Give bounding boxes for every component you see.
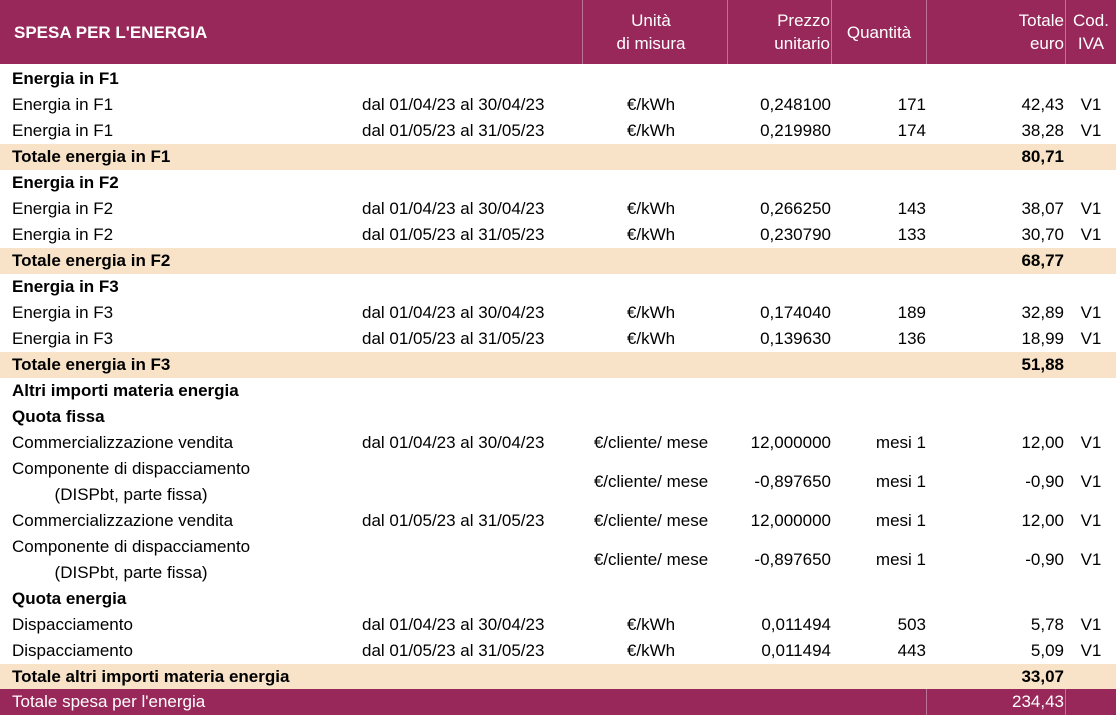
row-description: Energia in F1 xyxy=(12,95,114,114)
table-row xyxy=(0,508,1116,534)
subsection-label: Quota fissa xyxy=(12,407,105,426)
row-unit: €/cliente/ mese xyxy=(593,511,709,530)
total-header-line1: Totale xyxy=(1018,11,1064,30)
subtotal-value: 68,77 xyxy=(1021,251,1064,270)
row-total: 5,78 xyxy=(1030,615,1064,634)
row-unit: €/kWh xyxy=(626,615,676,634)
table-row xyxy=(0,638,1116,664)
row-quantity: 136 xyxy=(897,329,926,348)
row-unit-price: -0,897650 xyxy=(754,472,831,491)
row-unit: €/kWh xyxy=(626,225,676,244)
table-row xyxy=(0,300,1116,326)
section-heading-f1 xyxy=(0,66,1116,92)
row-period: dal 01/04/23 al 30/04/23 xyxy=(362,303,545,322)
row-description xyxy=(12,534,250,586)
section-heading-f2 xyxy=(0,170,1116,196)
row-quantity: mesi 1 xyxy=(875,550,926,569)
row-iva-code: V1 xyxy=(1080,511,1102,530)
row-description-line2: (DISPbt, parte fissa) xyxy=(54,563,208,582)
subsection-quota-energia xyxy=(0,586,1116,612)
row-unit: €/cliente/ mese xyxy=(593,433,709,452)
row-description-line2: (DISPbt, parte fissa) xyxy=(54,485,208,504)
row-period: dal 01/05/23 al 31/05/23 xyxy=(362,225,545,244)
row-unit-price: 0,139630 xyxy=(760,329,831,348)
row-unit: €/cliente/ mese xyxy=(593,550,709,569)
unit-header-line1: Unità xyxy=(631,11,671,30)
row-unit: €/kWh xyxy=(626,641,676,660)
row-period: dal 01/04/23 al 30/04/23 xyxy=(362,95,545,114)
table-title: SPESA PER L'ENERGIA xyxy=(14,22,208,42)
row-total: 12,00 xyxy=(1021,433,1064,452)
row-total: 38,28 xyxy=(1021,121,1064,140)
row-description: Energia in F1 xyxy=(12,121,114,140)
row-period: dal 01/05/23 al 31/05/23 xyxy=(362,329,545,348)
row-quantity: 189 xyxy=(897,303,926,322)
row-quantity: 503 xyxy=(897,615,926,634)
row-unit-price: 0,248100 xyxy=(760,95,831,114)
row-unit-price: 12,000000 xyxy=(750,511,831,530)
row-unit-price: -0,897650 xyxy=(754,550,831,569)
total-header-line2: euro xyxy=(1029,34,1064,53)
row-iva-code: V1 xyxy=(1080,641,1102,660)
row-iva-code: V1 xyxy=(1080,550,1102,569)
row-iva-code: V1 xyxy=(1080,121,1102,140)
row-unit-price: 0,266250 xyxy=(760,199,831,218)
qty-column-header: Quantità xyxy=(846,22,912,42)
row-quantity: 443 xyxy=(897,641,926,660)
row-iva-code: V1 xyxy=(1080,472,1102,491)
table-row xyxy=(0,456,1116,508)
price-column-header xyxy=(729,0,830,64)
section-label: Energia in F3 xyxy=(12,277,119,296)
row-description: Energia in F3 xyxy=(12,329,114,348)
row-period: dal 01/04/23 al 30/04/23 xyxy=(362,199,545,218)
table-row xyxy=(0,326,1116,352)
row-unit: €/kWh xyxy=(626,121,676,140)
section-label: Altri importi materia energia xyxy=(12,381,239,400)
table-row xyxy=(0,222,1116,248)
row-unit-price: 0,011494 xyxy=(761,615,831,634)
subtotal-value: 33,07 xyxy=(1021,667,1064,686)
row-iva-code: V1 xyxy=(1080,95,1102,114)
row-iva-code: V1 xyxy=(1080,225,1102,244)
row-description: Energia in F3 xyxy=(12,303,114,322)
row-unit: €/kWh xyxy=(626,329,676,348)
row-quantity: 133 xyxy=(897,225,926,244)
row-total: 42,43 xyxy=(1021,95,1064,114)
section-heading-f3 xyxy=(0,274,1116,300)
row-iva-code: V1 xyxy=(1080,433,1102,452)
row-unit-price: 0,174040 xyxy=(760,303,831,322)
total-column-header xyxy=(930,0,1064,64)
row-total: 12,00 xyxy=(1021,511,1064,530)
subtotal-row-f2 xyxy=(0,248,1116,274)
row-period: dal 01/04/23 al 30/04/23 xyxy=(362,433,545,452)
iva-header-line1: Cod. xyxy=(1073,11,1109,30)
row-period: dal 01/05/23 al 31/05/23 xyxy=(362,511,545,530)
row-unit-price: 0,219980 xyxy=(760,121,831,140)
row-quantity: 171 xyxy=(897,95,926,114)
row-description: Commercializzazione vendita xyxy=(12,511,234,530)
table-header xyxy=(0,0,1116,64)
iva-header-line2: IVA xyxy=(1077,34,1105,53)
row-total: -0,90 xyxy=(1025,472,1064,491)
row-total: 18,99 xyxy=(1021,329,1064,348)
row-period: dal 01/04/23 al 30/04/23 xyxy=(362,615,545,634)
table-row xyxy=(0,430,1116,456)
row-unit-price: 0,011494 xyxy=(761,641,831,660)
subsection-label: Quota energia xyxy=(12,589,127,608)
row-iva-code: V1 xyxy=(1080,199,1102,218)
row-description xyxy=(12,456,250,508)
subtotal-row-f1 xyxy=(0,144,1116,170)
unit-header-line2: di misura xyxy=(616,34,686,53)
subtotal-label: Totale energia in F3 xyxy=(12,355,171,374)
section-label: Energia in F1 xyxy=(12,69,119,88)
row-iva-code: V1 xyxy=(1080,615,1102,634)
iva-column-header xyxy=(1066,0,1116,64)
row-quantity: 174 xyxy=(897,121,926,140)
row-quantity: mesi 1 xyxy=(875,433,926,452)
row-description-line1: Componente di dispacciamento xyxy=(12,537,251,556)
price-header-line1: Prezzo xyxy=(777,11,830,30)
row-iva-code: V1 xyxy=(1080,303,1102,322)
row-total: 32,89 xyxy=(1021,303,1064,322)
row-total: 5,09 xyxy=(1030,641,1064,660)
subtotal-row-altri xyxy=(0,664,1116,690)
row-description: Commercializzazione vendita xyxy=(12,433,234,452)
subtotal-label: Totale energia in F1 xyxy=(12,147,171,166)
subtotal-value: 80,71 xyxy=(1021,147,1064,166)
row-total: 30,70 xyxy=(1021,225,1064,244)
row-unit-price: 12,000000 xyxy=(750,433,831,452)
row-unit: €/kWh xyxy=(626,199,676,218)
grand-total-label: Totale spesa per l'energia xyxy=(12,692,206,711)
grand-total-value: 234,43 xyxy=(1012,692,1064,711)
subsection-quota-fissa xyxy=(0,404,1116,430)
row-description: Dispacciamento xyxy=(12,641,133,660)
section-heading-altri xyxy=(0,378,1116,404)
grand-total-row xyxy=(0,689,1116,715)
table-row xyxy=(0,534,1116,586)
subtotal-label: Totale energia in F2 xyxy=(12,251,171,270)
row-total: 38,07 xyxy=(1021,199,1064,218)
row-quantity: 143 xyxy=(897,199,926,218)
table-row xyxy=(0,118,1116,144)
row-quantity: mesi 1 xyxy=(875,511,926,530)
unit-column-header xyxy=(584,0,718,64)
row-unit: €/kWh xyxy=(626,303,676,322)
price-header-line2: unitario xyxy=(774,34,830,53)
row-period: dal 01/05/23 al 31/05/23 xyxy=(362,641,545,660)
row-unit-price: 0,230790 xyxy=(760,225,831,244)
row-description: Energia in F2 xyxy=(12,225,114,244)
subtotal-row-f3 xyxy=(0,352,1116,378)
row-iva-code: V1 xyxy=(1080,329,1102,348)
subtotal-value: 51,88 xyxy=(1021,355,1064,374)
row-description: Dispacciamento xyxy=(12,615,133,634)
table-row xyxy=(0,92,1116,118)
row-description-line1: Componente di dispacciamento xyxy=(12,459,251,478)
row-quantity: mesi 1 xyxy=(875,472,926,491)
section-label: Energia in F2 xyxy=(12,173,119,192)
table-row xyxy=(0,196,1116,222)
row-description: Energia in F2 xyxy=(12,199,114,218)
row-unit: €/kWh xyxy=(626,95,676,114)
table-row xyxy=(0,612,1116,638)
row-period: dal 01/05/23 al 31/05/23 xyxy=(362,121,545,140)
row-unit: €/cliente/ mese xyxy=(593,472,709,491)
subtotal-label: Totale altri importi materia energia xyxy=(12,667,290,686)
row-total: -0,90 xyxy=(1025,550,1064,569)
